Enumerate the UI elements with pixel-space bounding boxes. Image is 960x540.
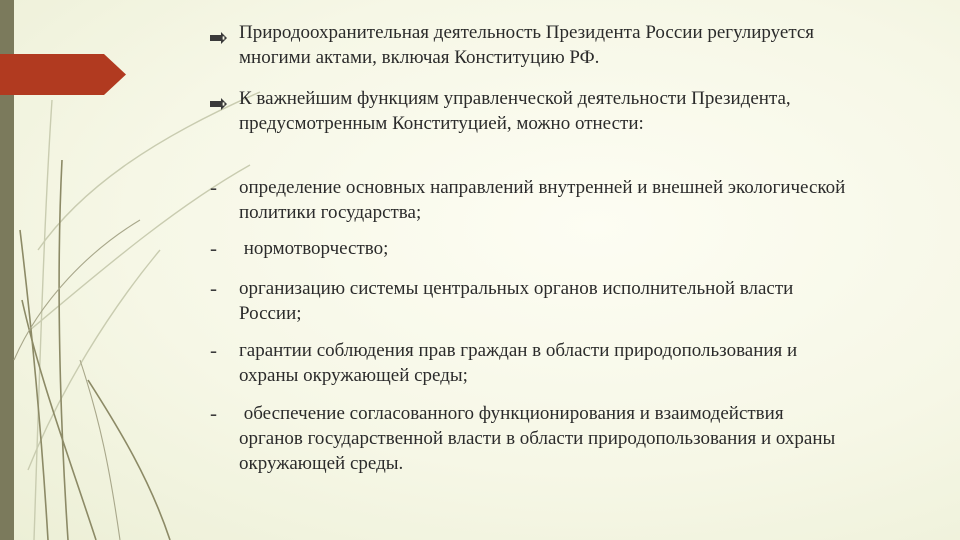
dash-marker: - — [210, 236, 217, 260]
bullet-text: Природоохранительная деятельность Президента России регулируется многими актами, включая Конституцию РФ. — [239, 22, 815, 68]
bullet-item — [210, 276, 850, 326]
accent-arrow-shape — [0, 54, 126, 95]
bullet-item — [210, 175, 850, 225]
bullet-text: определение основных направлений внутренней и внешней экологической политики государства; — [239, 177, 846, 223]
bullet-text: организацию системы центральных органов исполнительной власти России; — [239, 278, 794, 324]
pen-icon — [210, 25, 236, 50]
bullet-item — [210, 401, 850, 476]
dash-marker: - — [210, 338, 217, 362]
bullet-item — [210, 338, 850, 388]
pen-icon — [210, 91, 236, 116]
bullet-text: нормотворчество; — [239, 238, 389, 259]
dash-marker: - — [210, 401, 217, 425]
dash-marker: - — [210, 276, 217, 300]
bullet-item — [210, 86, 850, 136]
bullet-text: гарантии соблюдения прав граждан в области природопользования и охраны окружающей среды; — [239, 340, 798, 386]
bullet-item — [210, 20, 850, 70]
dash-marker: - — [210, 175, 217, 199]
bullet-item — [210, 236, 850, 261]
bullet-text: обеспечение согласованного функционирования и взаимодействия органов государственной власти в области природопользования и охраны окружающей среды. — [239, 403, 841, 474]
bullet-text: К важнейшим функциям управленческой деятельности Президента, предусмотренным Конституцией, можно отнести: — [239, 88, 791, 134]
